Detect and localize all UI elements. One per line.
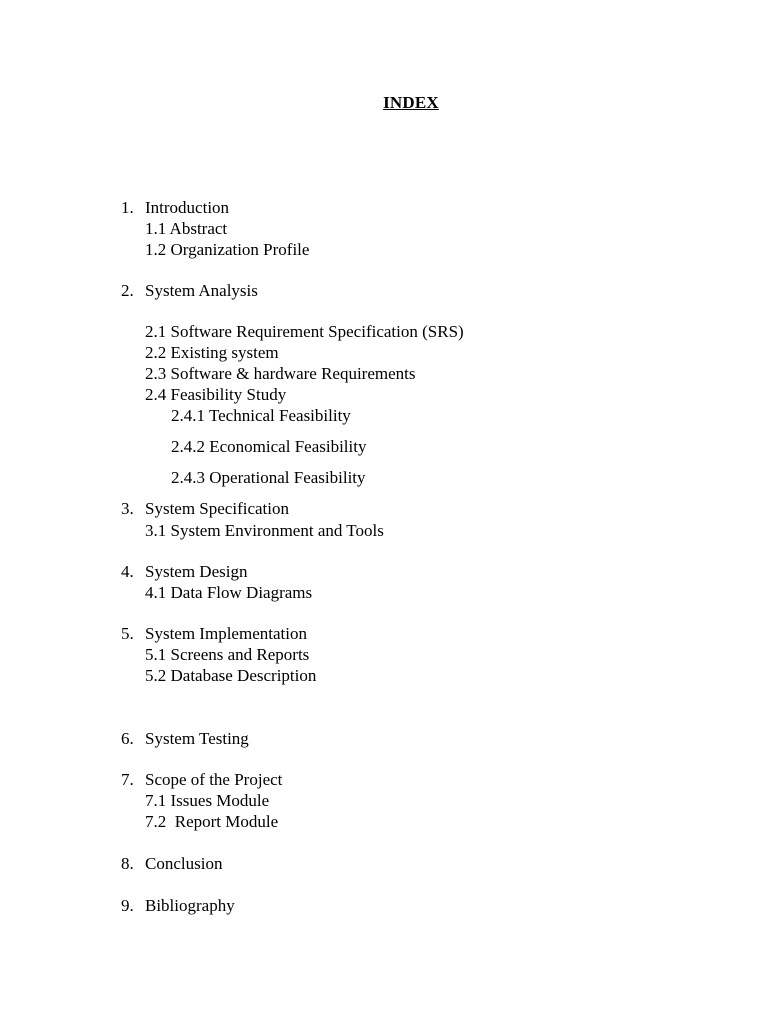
subsection-item: 7.2 Report Module: [145, 812, 279, 831]
subsection-item: 5.1 Screens and Reports: [145, 645, 310, 664]
section-title: System Analysis: [145, 281, 258, 300]
section-title: Conclusion: [145, 854, 223, 873]
section-number: 2.: [121, 281, 134, 300]
section-title: Introduction: [145, 198, 230, 217]
subsection-item: 1.2 Organization Profile: [145, 240, 310, 259]
subsection-item: 1.1 Abstract: [145, 219, 228, 238]
section-number: 5.: [121, 624, 134, 643]
section-number: 3.: [121, 499, 134, 518]
section-number: 8.: [121, 854, 134, 873]
section-number: 1.: [121, 198, 134, 217]
subsection-item: 5.2 Database Description: [145, 666, 317, 685]
section-number: 6.: [121, 729, 134, 748]
section-title: System Testing: [145, 729, 249, 748]
subsection-item: 7.1 Issues Module: [145, 791, 270, 810]
section-title: System Specification: [145, 499, 290, 518]
section-number: 7.: [121, 770, 134, 789]
subsubsection-item: 2.4.3 Operational Feasibility: [171, 468, 366, 487]
subsection-item: 4.1 Data Flow Diagrams: [145, 583, 313, 602]
subsection-item: 2.4 Feasibility Study: [145, 385, 287, 404]
section-number: 4.: [121, 562, 134, 581]
page-title: INDEX: [383, 93, 439, 112]
subsection-item: 2.1 Software Requirement Specification (SRS): [145, 322, 464, 341]
subsubsection-item: 2.4.2 Economical Feasibility: [171, 437, 367, 456]
section-number: 9.: [121, 896, 134, 915]
section-title: Bibliography: [145, 896, 235, 915]
subsubsection-item: 2.4.1 Technical Feasibility: [171, 406, 351, 425]
subsection-item: 3.1 System Environment and Tools: [145, 521, 384, 540]
subsection-item: 2.3 Software & hardware Requirements: [145, 364, 416, 383]
subsection-item: 2.2 Existing system: [145, 343, 279, 362]
section-title: Scope of the Project: [145, 770, 283, 789]
section-title: System Design: [145, 562, 248, 581]
section-title: System Implementation: [145, 624, 307, 643]
